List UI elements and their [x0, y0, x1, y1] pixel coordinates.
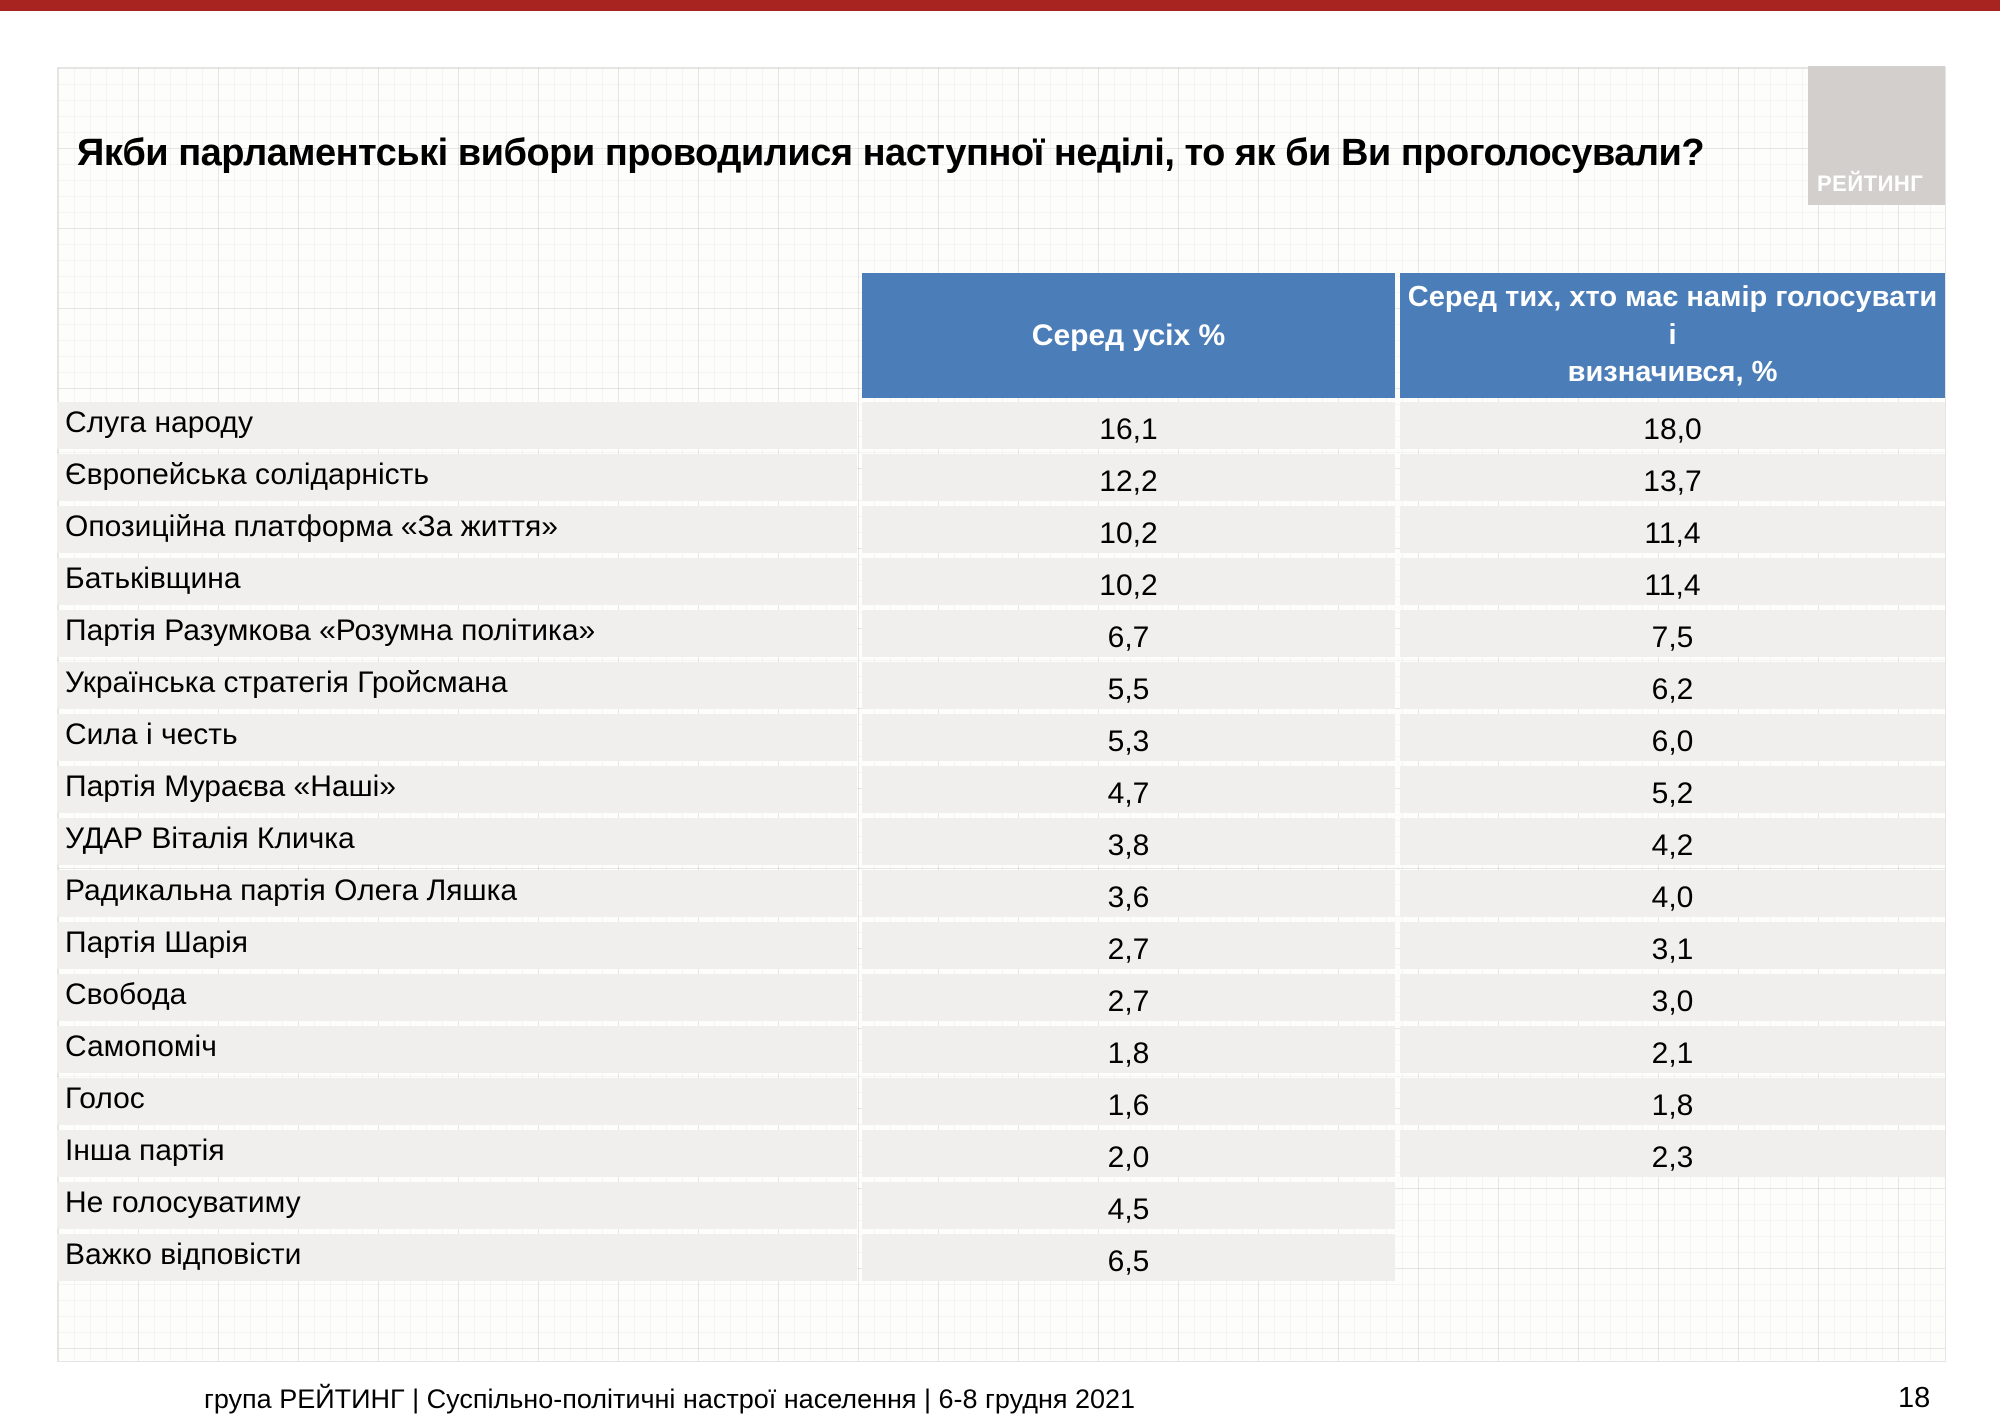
party-name: Партія Мураєва «Наші» [57, 766, 857, 813]
value-among-decided: 18,0 [1400, 402, 1945, 449]
rating-logo [1808, 66, 1945, 205]
table-row [57, 402, 1945, 449]
page-number: 18 [1898, 1382, 1931, 1414]
value-among-decided: 6,0 [1400, 714, 1945, 761]
party-name: Сила і честь [57, 714, 857, 761]
col-header-among-decided-line2: визначився, % [1567, 356, 1778, 389]
party-name: Європейська солідарність [57, 454, 857, 501]
value-among-all: 12,2 [862, 454, 1395, 501]
table-row [57, 922, 1945, 969]
table-row [57, 974, 1945, 1021]
party-name: Партія Шарія [57, 922, 857, 969]
col-header-among-decided [1400, 273, 1945, 398]
party-name: Не голосуватиму [57, 1182, 857, 1229]
party-name: Батьківщина [57, 558, 857, 605]
value-among-all: 5,3 [862, 714, 1395, 761]
party-name: УДАР Віталія Кличка [57, 818, 857, 865]
value-among-decided: 3,1 [1400, 922, 1945, 969]
table-row [57, 506, 1945, 553]
value-among-all: 6,5 [862, 1234, 1395, 1281]
value-among-all: 10,2 [862, 506, 1395, 553]
col-header-among-all: Серед усіх % [862, 273, 1395, 398]
party-name: Самопоміч [57, 1026, 857, 1073]
value-among-decided: 11,4 [1400, 558, 1945, 605]
rating-logo-text: РЕЙТИНГ [1817, 171, 1924, 196]
value-among-decided: 13,7 [1400, 454, 1945, 501]
party-name: Свобода [57, 974, 857, 1021]
party-name: Важко відповісти [57, 1234, 857, 1281]
party-name: Радикальна партія Олега Ляшка [57, 870, 857, 917]
value-among-all: 3,8 [862, 818, 1395, 865]
table-row [57, 766, 1945, 813]
table-row [57, 1182, 1945, 1229]
party-name: Українська стратегія Гройсмана [57, 662, 857, 709]
table-row [57, 1234, 1945, 1281]
value-among-all: 16,1 [862, 402, 1395, 449]
table-row [57, 454, 1945, 501]
table-row [57, 714, 1945, 761]
party-name: Слуга народу [57, 402, 857, 449]
value-among-decided: 6,2 [1400, 662, 1945, 709]
value-among-all: 1,6 [862, 1078, 1395, 1125]
table-row [57, 870, 1945, 917]
table-row [57, 662, 1945, 709]
value-among-decided: 4,2 [1400, 818, 1945, 865]
results-table [57, 402, 1945, 1286]
value-among-decided: 2,1 [1400, 1026, 1945, 1073]
value-among-decided: 11,4 [1400, 506, 1945, 553]
table-row [57, 558, 1945, 605]
value-among-decided: 5,2 [1400, 766, 1945, 813]
value-among-all: 4,7 [862, 766, 1395, 813]
table-row [57, 610, 1945, 657]
top-accent-bar [0, 0, 2000, 11]
value-among-decided: 3,0 [1400, 974, 1945, 1021]
value-among-decided: 2,3 [1400, 1130, 1945, 1177]
value-among-decided [1400, 1182, 1945, 1229]
value-among-decided: 1,8 [1400, 1078, 1945, 1125]
slide-title: Якби парламентські вибори проводилися наступної неділі, то як би Ви проголосували? [77, 132, 1705, 174]
party-name: Інша партія [57, 1130, 857, 1177]
party-name: Партія Разумкова «Розумна політика» [57, 610, 857, 657]
table-header-row [862, 273, 1945, 398]
value-among-decided: 7,5 [1400, 610, 1945, 657]
table-row [57, 1130, 1945, 1177]
value-among-all: 6,7 [862, 610, 1395, 657]
table-row [57, 818, 1945, 865]
value-among-all: 4,5 [862, 1182, 1395, 1229]
table-row [57, 1078, 1945, 1125]
col-header-among-decided-line1: Серед тих, хто має намір голосувати і [1407, 280, 1938, 351]
value-among-all: 2,0 [862, 1130, 1395, 1177]
value-among-all: 3,6 [862, 870, 1395, 917]
value-among-all: 2,7 [862, 974, 1395, 1021]
table-row [57, 1026, 1945, 1073]
value-among-decided [1400, 1234, 1945, 1281]
value-among-all: 1,8 [862, 1026, 1395, 1073]
party-name: Опозиційна платформа «За життя» [57, 506, 857, 553]
value-among-decided: 4,0 [1400, 870, 1945, 917]
party-name: Голос [57, 1078, 857, 1125]
value-among-all: 5,5 [862, 662, 1395, 709]
value-among-all: 2,7 [862, 922, 1395, 969]
value-among-all: 10,2 [862, 558, 1395, 605]
footer-text: група РЕЙТИНГ | Суспільно-політичні настрої населення | 6-8 грудня 2021 [204, 1384, 1136, 1414]
